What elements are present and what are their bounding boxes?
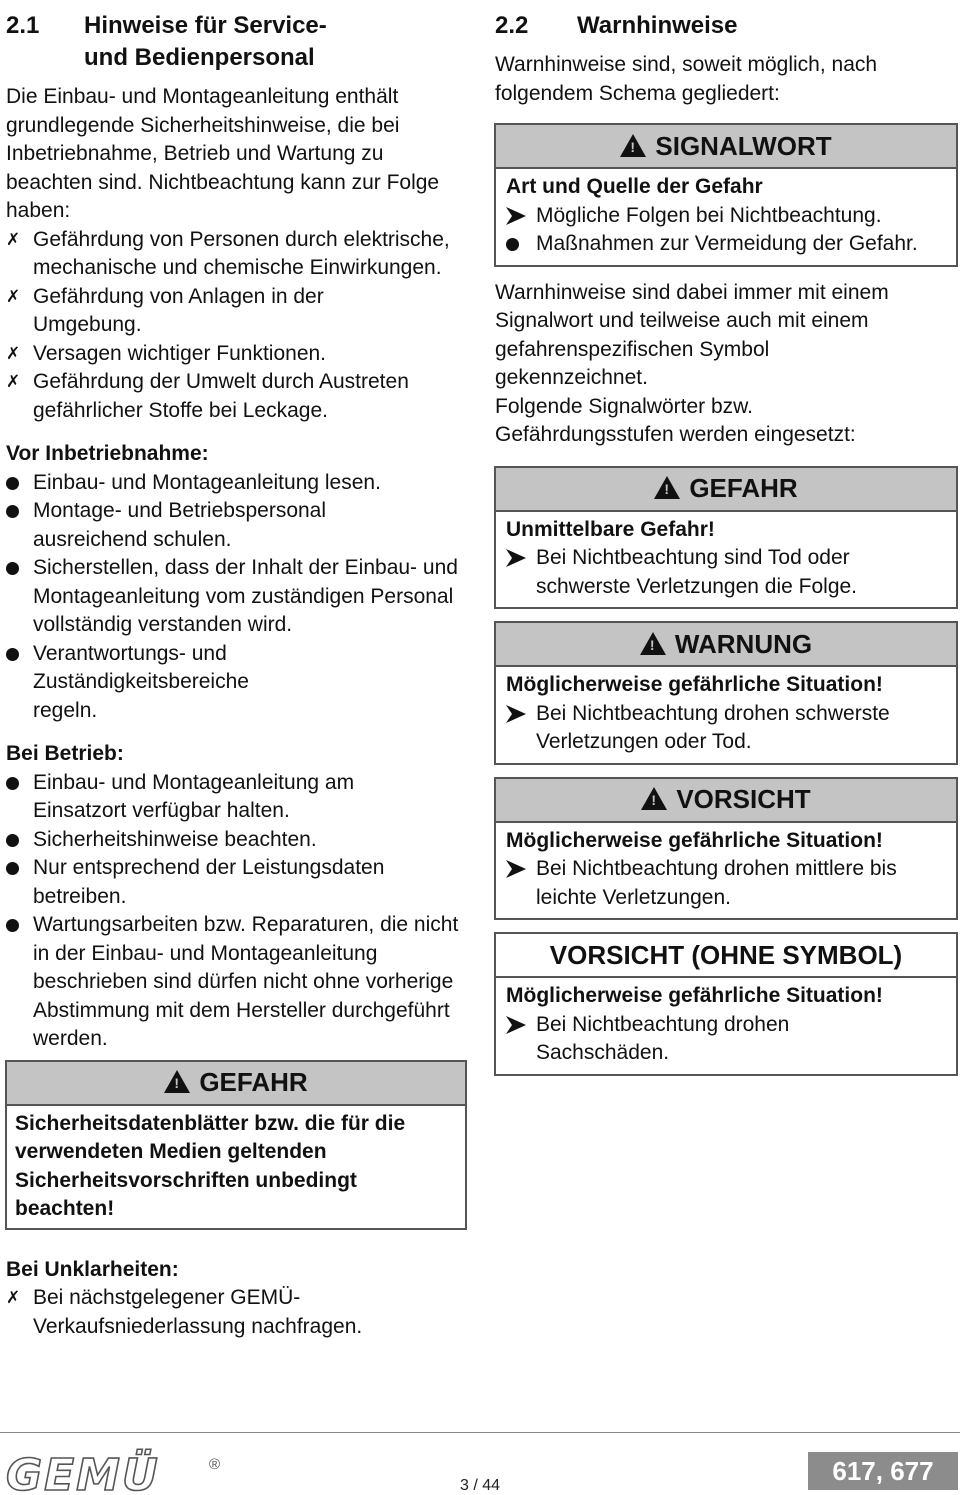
list-item: Bei Nichtbeachtung drohen Sachschäden. — [506, 1011, 946, 1068]
list-item: Einbau- und Montageanleitung lesen. — [6, 469, 468, 498]
arrowhead-icon — [506, 549, 526, 567]
signal-word: VORSICHT (OHNE SYMBOL) — [549, 939, 903, 970]
list-item: Sicherheitshinweise beachten. — [6, 826, 468, 855]
filled-circle-icon — [6, 505, 19, 518]
level-box-vorsicht — [494, 777, 958, 921]
filled-circle-icon — [6, 834, 19, 847]
registered-mark: ® — [209, 1456, 221, 1473]
intro-paragraph: Warnhinweise sind, soweit möglich, nach folgendem Schema gegliedert: — [495, 53, 878, 105]
list-item: Wartungsarbeiten bzw. Reparaturen, die nicht in der Einbau- und Montageanleitung beschrieben sind dürfen nicht ohne vorherige Abstimmung mit dem Hersteller durchgeführt werden. — [6, 911, 468, 1054]
signal-word: SIGNALWORT — [655, 130, 832, 161]
filled-circle-icon — [506, 238, 519, 251]
right-column — [495, 10, 960, 1076]
before-commissioning-list — [6, 469, 468, 726]
section-heading-2-2 — [495, 10, 960, 42]
signalword-explanation: Warnhinweise sind dabei immer mit einem Signalwort und teilweise auch mit einem gefahrenspezifischen Symbol gekennzeichnet. — [495, 280, 889, 389]
list-item: Bei Nichtbeachtung drohen schwerste Verletzungen oder Tod. — [506, 700, 946, 757]
section-title: Warnhinweise — [577, 12, 738, 39]
warning-triangle-icon — [640, 632, 666, 655]
signal-word: GEFAHR — [199, 1067, 308, 1097]
arrowhead-icon — [506, 1016, 526, 1034]
level-box-header — [496, 779, 956, 823]
model-badge: 617, 677 — [808, 1452, 958, 1490]
level-box-header — [496, 468, 956, 512]
filled-circle-icon — [6, 777, 19, 790]
danger-box-header — [7, 1062, 465, 1106]
list-item: Nur entsprechend der Leistungsdaten betreiben. — [6, 854, 468, 911]
intro-paragraph: Die Einbau- und Montageanleitung enthält grundlegende Sicherheitshinweise, die bei Inbetriebnahme, Betrieb und Wartung zu beachten sind. Nichtbeachtung kann zur Folge haben: — [6, 85, 440, 222]
schema-box-header — [496, 125, 956, 169]
gemu-logo: GEMÜ — [6, 1450, 160, 1495]
arrowhead-icon — [506, 705, 526, 723]
before-commissioning-heading: Vor Inbetriebnahme: — [6, 442, 209, 465]
arrowhead-icon — [506, 860, 526, 878]
level-box-warnung — [494, 621, 958, 765]
danger-box-safety-data — [5, 1060, 467, 1230]
cross-mark-icon: ✗ — [6, 286, 21, 306]
signal-word: WARNUNG — [674, 628, 813, 659]
signalword-intro: Folgende Signalwörter bzw. Gefährdungsstufen werden eingesetzt: — [495, 394, 856, 446]
list-item: ✗ Gefährdung von Anlagen in der Umgebung. — [6, 284, 324, 336]
page-footer — [0, 1432, 960, 1495]
list-item: ✗ Versagen wichtiger Funktionen. — [6, 340, 468, 369]
list-item: Montage- und Betriebspersonal ausreichend schulen. — [6, 497, 468, 554]
cross-mark-icon: ✗ — [6, 229, 21, 249]
section-heading-2-1 — [6, 10, 468, 74]
warning-triangle-icon — [641, 787, 667, 810]
operation-list — [6, 769, 468, 1054]
section-title-line-1: Hinweise für Service- — [84, 12, 327, 39]
list-item: Sicherstellen, dass der Inhalt der Einbau- und Montageanleitung vom zuständigen Personal vollständig verstanden wird. — [6, 554, 468, 640]
level-box-header — [496, 934, 956, 978]
left-column — [6, 10, 468, 1341]
schema-box — [494, 123, 958, 267]
filled-circle-icon — [6, 862, 19, 875]
operation-heading: Bei Betrieb: — [6, 742, 124, 765]
list-item: Bei Nichtbeachtung drohen mittlere bis leichte Verletzungen. — [506, 855, 946, 912]
page-number: 3 / 44 — [459, 1477, 501, 1494]
signal-word: VORSICHT — [676, 784, 811, 814]
danger-box-text: Sicherheitsdatenblätter bzw. die für die verwendeten Medien geltenden Sicherheitsvorschriften unbedingt beachten! — [15, 1111, 406, 1220]
unclear-list — [6, 1284, 468, 1341]
list-item: ✗ Bei nächstgelegener GEMÜ-Verkaufsniederlassung nachfragen. — [6, 1286, 363, 1338]
warning-triangle-icon — [620, 134, 646, 157]
schema-subhead: Art und Quelle der Gefahr — [506, 175, 763, 198]
level-subhead: Möglicherweise gefährliche Situation! — [506, 828, 883, 852]
list-item: Mögliche Folgen bei Nichtbeachtung. — [506, 202, 946, 231]
filled-circle-icon — [6, 562, 19, 575]
filled-circle-icon — [6, 648, 19, 661]
cross-mark-icon: ✗ — [6, 1288, 21, 1307]
warning-triangle-icon — [164, 1070, 190, 1093]
consequence-list — [6, 226, 468, 426]
unclear-heading: Bei Unklarheiten: — [6, 1257, 179, 1281]
section-number: 2.1 — [6, 12, 40, 39]
cross-mark-icon: ✗ — [6, 372, 21, 391]
list-item: Einbau- und Montageanleitung am Einsatzort verfügbar halten. — [6, 769, 468, 826]
arrowhead-icon — [506, 207, 526, 225]
cross-mark-icon: ✗ — [6, 343, 21, 363]
signal-word: GEFAHR — [689, 473, 798, 503]
list-item: Maßnahmen zur Vermeidung der Gefahr. — [506, 230, 946, 259]
level-subhead: Möglicherweise gefährliche Situation! — [506, 984, 883, 1007]
section-title-line-2: und Bedienpersonal — [84, 44, 315, 71]
list-item: ✗ Gefährdung von Personen durch elektrische, mechanische und chemische Einwirkungen. — [6, 227, 450, 279]
level-subhead: Unmittelbare Gefahr! — [506, 517, 715, 541]
footer-divider — [0, 1432, 960, 1433]
level-box-gefahr — [494, 466, 958, 610]
warning-triangle-icon — [654, 476, 680, 499]
list-item: ✗ Gefährdung der Umwelt durch Austreten gefährlicher Stoffe bei Leckage. — [6, 370, 409, 422]
list-item: Bei Nichtbeachtung sind Tod oder schwerste Verletzungen die Folge. — [506, 544, 946, 601]
filled-circle-icon — [6, 919, 19, 932]
filled-circle-icon — [6, 477, 19, 490]
list-item: Verantwortungs- und Zuständigkeitsbereiche regeln. — [6, 640, 468, 726]
level-subhead: Möglicherweise gefährliche Situation! — [506, 673, 883, 696]
level-box-vorsicht-ohne-symbol — [494, 932, 958, 1076]
section-number: 2.2 — [495, 12, 529, 39]
level-box-header — [496, 623, 956, 667]
